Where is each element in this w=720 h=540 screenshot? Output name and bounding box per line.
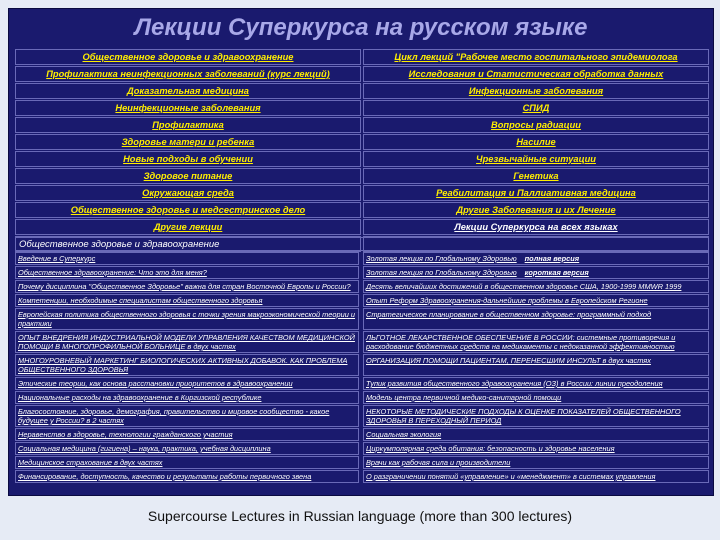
lecture-link-right[interactable] xyxy=(363,266,709,279)
lecture-title: ОПЫТ ВНЕДРЕНИЯ ИНДУСТРИАЛЬНОЙ МОДЕЛИ УПРАВЛЕНИЯ КАЧЕСТВОМ МЕДИЦИНСКОЙ ПОМОЩИ В МНОГОПРОФИЛЬНОЙ БОЛЬНИЦЕ в двух частях xyxy=(18,333,355,351)
lecture-title: Модель центра первичной медико-санитарной помощи xyxy=(366,393,562,402)
lecture-link-left[interactable] xyxy=(15,442,359,455)
lecture-link-right[interactable] xyxy=(363,391,709,404)
lecture-title: Национальные расходы на здравоохранение в Киргизской республике xyxy=(18,393,262,402)
topic-link[interactable]: Инфекционные заболевания xyxy=(363,83,709,99)
lecture-row xyxy=(15,456,709,469)
lecture-row xyxy=(15,280,709,293)
topic-link[interactable]: Другие лекции xyxy=(15,219,361,235)
topic-row xyxy=(15,185,709,201)
lecture-link-right[interactable] xyxy=(363,294,709,307)
lecture-title: Общественное здравоохранение: Что это для меня? xyxy=(18,268,207,277)
page-title: Лекции Суперкурса на русском языке xyxy=(134,14,588,41)
lecture-title: Европейская политика общественного здоровья с точки зрения макроэкономической теории и практики xyxy=(18,310,356,328)
lecture-title: Тупик развития общественного здравоохранения (ОЗ) в России: линии преодоления xyxy=(366,379,663,388)
lecture-row xyxy=(15,294,709,307)
lecture-title: НЕКОТОРЫЕ МЕТОДИЧЕСКИЕ ПОДХОДЫ К ОЦЕНКЕ ПОКАЗАТЕЛЕЙ ОБЩЕСТВЕННОГО ЗДОРОВЬЯ В ПЕРЕХОДНЫЙ ПЕРИОД xyxy=(366,407,681,425)
section-title: Общественное здоровье и здравоохранение xyxy=(15,237,709,251)
lecture-row xyxy=(15,442,709,455)
lecture-link-right[interactable] xyxy=(363,280,709,293)
lecture-title: Золотая лекция по Глобальному Здоровью xyxy=(366,268,517,277)
lecture-title: Введение в Суперкурс xyxy=(18,254,96,263)
lecture-link-left[interactable] xyxy=(15,456,359,469)
lecture-link-right[interactable] xyxy=(363,308,709,330)
topic-link[interactable]: Здоровое питание xyxy=(15,168,361,184)
lecture-link-right[interactable] xyxy=(363,354,709,376)
lecture-link-right[interactable] xyxy=(363,252,709,265)
topic-link[interactable]: Профилактика xyxy=(15,117,361,133)
topic-row xyxy=(15,202,709,218)
topic-link[interactable]: Неинфекционные заболевания xyxy=(15,100,361,116)
lecture-row xyxy=(15,252,709,265)
lecture-row xyxy=(15,354,709,376)
lecture-link-right[interactable] xyxy=(363,428,709,441)
topic-row xyxy=(15,168,709,184)
lecture-row xyxy=(15,308,709,330)
topic-link[interactable]: Здоровье матери и ребенка xyxy=(15,134,361,150)
lecture-row xyxy=(15,391,709,404)
topic-link[interactable]: Лекции Суперкурса на всех языках xyxy=(363,219,709,235)
lecture-row xyxy=(15,428,709,441)
lecture-link-left[interactable] xyxy=(15,252,359,265)
lecture-link-left[interactable] xyxy=(15,308,359,330)
topic-row xyxy=(15,83,709,99)
lecture-link-left[interactable] xyxy=(15,428,359,441)
lecture-title: Стратегическое планирование в общественном здоровье: программный подход xyxy=(366,310,652,319)
lecture-link-right[interactable] xyxy=(363,470,709,483)
lecture-link-left[interactable] xyxy=(15,354,359,376)
lecture-row xyxy=(15,405,709,427)
topic-row xyxy=(15,100,709,116)
lecture-title: ЛЬГОТНОЕ ЛЕКАРСТВЕННОЕ ОБЕСПЕЧЕНИЕ В РОССИИ: системные противоречия и расходование бюджетных средств на медикаменты с недоказанной эффективностью xyxy=(366,333,676,351)
topic-link[interactable]: Доказательная медицина xyxy=(15,83,361,99)
lecture-title: Золотая лекция по Глобальному Здоровью xyxy=(366,254,517,263)
topic-link[interactable]: Другие Заболевания и их Лечение xyxy=(363,202,709,218)
lecture-link-left[interactable] xyxy=(15,391,359,404)
topic-grid xyxy=(15,49,709,253)
lecture-title: Социальная медицина (гигиена) – наука, практика, учебная дисциплина xyxy=(18,444,271,453)
lecture-row xyxy=(15,266,709,279)
lecture-title: Финансирование, доступность, качество и результаты работы первичного звена xyxy=(18,472,312,481)
lecture-table xyxy=(15,252,709,484)
slide-caption: Supercourse Lectures in Russian language (more than 300 lectures) xyxy=(147,508,573,524)
lecture-title: Опыт Реформ Здравоохранения-дальнейшие проблемы в Европейском Регионе xyxy=(366,296,648,305)
topic-link[interactable]: Новые подходы в обучении xyxy=(15,151,361,167)
lecture-link-right[interactable] xyxy=(363,456,709,469)
lecture-link-right[interactable] xyxy=(363,405,709,427)
lecture-link-left[interactable] xyxy=(15,470,359,483)
lecture-title: Социальная экология xyxy=(366,430,442,439)
lecture-title: Медицинское страхование в двух частях xyxy=(18,458,163,467)
lecture-title: МНОГОУРОВНЕВЫЙ МАРКЕТИНГ БИОЛОГИЧЕСКИХ АКТИВНЫХ ДОБАВОК. КАК ПРОБЛЕМА ОБЩЕСТВЕННОГО ЗДОРОВЬЯ xyxy=(18,356,348,374)
version-label: короткая версия xyxy=(524,268,589,277)
topic-row xyxy=(15,49,709,65)
topic-link[interactable]: Окружающая среда xyxy=(15,185,361,201)
lecture-link-left[interactable] xyxy=(15,280,359,293)
topic-row xyxy=(15,134,709,150)
lecture-link-right[interactable] xyxy=(363,331,709,353)
lecture-title: Врачи как рабочая сила и производители xyxy=(366,458,511,467)
lecture-title: Благосостояние, здоровье, демография, правительство и мировое сообщество - какое будущее у России? в 2 частях xyxy=(18,407,330,425)
topic-link[interactable]: СПИД xyxy=(363,100,709,116)
topic-link[interactable]: Генетика xyxy=(363,168,709,184)
topic-link[interactable]: Реабилитация и Паллиативная медицина xyxy=(363,185,709,201)
lecture-title: Этические теории, как основа расстановки приоритетов в здравоохранении xyxy=(18,379,293,388)
topic-row xyxy=(15,151,709,167)
topic-row xyxy=(15,117,709,133)
lecture-row xyxy=(15,331,709,353)
lecture-title: Десять величайших достижений в общественном здоровье США, 1900-1999 MMWR 1999 xyxy=(366,282,682,291)
topic-link[interactable]: Вопросы радиации xyxy=(363,117,709,133)
lecture-link-right[interactable] xyxy=(363,442,709,455)
topic-link[interactable]: Исследования и Статистическая обработка данных xyxy=(363,66,709,82)
topic-row xyxy=(15,219,709,235)
lecture-title: Неравенство в здоровье, технологии гражданского участия xyxy=(18,430,233,439)
lecture-title: О разграничении понятий «управление» и «менеджмент» в системах управления xyxy=(366,472,656,481)
lecture-title: ОРГАНИЗАЦИЯ ПОМОЩИ ПАЦИЕНТАМ, ПЕРЕНЕСШИМ ИНСУЛЬТ в двух частях xyxy=(366,356,651,365)
topic-link[interactable]: Чрезвычайные ситуации xyxy=(363,151,709,167)
lecture-link-left[interactable] xyxy=(15,405,359,427)
lecture-row xyxy=(15,470,709,483)
lecture-link-left[interactable] xyxy=(15,377,359,390)
topic-row xyxy=(15,66,709,82)
topic-link[interactable]: Цикл лекций "Рабочее место госпитального эпидемиолога xyxy=(363,49,709,65)
topic-link[interactable]: Профилактика неинфекционных заболеваний (курс лекций) xyxy=(15,66,361,82)
lecture-title: Компетенции, необходимые специалистам общественного здоровья xyxy=(18,296,263,305)
lecture-link-left[interactable] xyxy=(15,331,359,353)
topic-link[interactable]: Общественное здоровье и здравоохранение xyxy=(15,49,361,65)
version-label: полная версия xyxy=(524,254,580,263)
lecture-page xyxy=(8,8,714,496)
lecture-link-right[interactable] xyxy=(363,377,709,390)
lecture-link-left[interactable] xyxy=(15,266,359,279)
topic-link[interactable]: Насилие xyxy=(363,134,709,150)
lecture-title: Почему дисциплина "Общественное Здоровье" важна для стран Восточной Европы и России? xyxy=(18,282,351,291)
lecture-row xyxy=(15,377,709,390)
lecture-link-left[interactable] xyxy=(15,294,359,307)
topic-link[interactable]: Общественное здоровье и медсестринское дело xyxy=(15,202,361,218)
lecture-title: Циркумполярная среда обитания: безопасность и здоровье населения xyxy=(366,444,615,453)
